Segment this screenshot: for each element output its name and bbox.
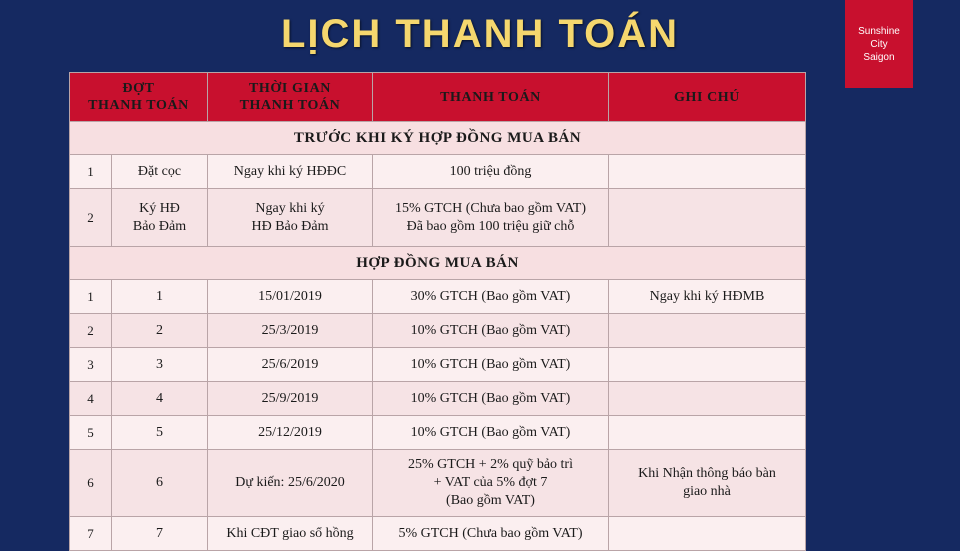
cell-thoi-gian: Dự kiến: 25/6/2020: [208, 450, 373, 517]
column-header-line: GHI CHÚ: [673, 89, 741, 105]
cell-dot: 4: [112, 382, 208, 416]
cell-thanh-toan: 10% GTCH (Bao gồm VAT): [373, 314, 609, 348]
section-header-row-1: [70, 122, 806, 155]
page-title: LỊCH THANH TOÁN: [280, 12, 680, 56]
cell-ghi-chu: [609, 155, 806, 189]
payment-schedule-table: [69, 72, 806, 551]
cell-ghi-chu: [609, 189, 806, 247]
logo-line-1: Sunshine: [858, 25, 900, 37]
cell-line: 100 triệu đồng: [449, 163, 532, 179]
table-row: [70, 382, 806, 416]
cell-thanh-toan: 10% GTCH (Bao gồm VAT): [373, 348, 609, 382]
cell-line: Khi Nhận thông báo bàn: [638, 466, 776, 481]
cell-thanh-toan: [373, 155, 609, 189]
cell-line: 25% GTCH + 2% quỹ bảo trì: [408, 457, 573, 472]
column-header-line: THỜI GIAN: [248, 81, 332, 96]
cell-line: (Bao gồm VAT): [446, 493, 535, 508]
cell-ghi-chu: [609, 314, 806, 348]
cell-dot: 1: [112, 280, 208, 314]
column-header-thoi-gian-thanh-toan: [208, 73, 373, 122]
cell-ghi-chu: [609, 517, 806, 551]
row-number: 1: [70, 155, 112, 189]
logo-line-2: City: [870, 38, 888, 50]
row-number: 5: [70, 416, 112, 450]
cell-dot: 2: [112, 314, 208, 348]
cell-thoi-gian: 25/12/2019: [208, 416, 373, 450]
cell-thanh-toan: 10% GTCH (Bao gồm VAT): [373, 382, 609, 416]
row-number: 2: [70, 189, 112, 247]
cell-thoi-gian: 25/3/2019: [208, 314, 373, 348]
table-header: [70, 73, 806, 122]
cell-thanh-toan: 30% GTCH (Bao gồm VAT): [373, 280, 609, 314]
cell-thoi-gian: 15/01/2019: [208, 280, 373, 314]
table-row: [70, 280, 806, 314]
cell-ghi-chu: Ngay khi ký HĐMB: [609, 280, 806, 314]
table-row: [70, 348, 806, 382]
cell-line: Ký HĐ: [139, 200, 180, 216]
table-header-row: [70, 73, 806, 122]
logo-sunshine-city-saigon: [845, 0, 913, 88]
cell-thoi-gian: 25/9/2019: [208, 382, 373, 416]
cell-ghi-chu: [609, 416, 806, 450]
column-header-line: THANH TOÁN: [440, 89, 541, 105]
payment-schedule-table-wrapper: [69, 72, 805, 551]
cell-ghi-chu: [609, 382, 806, 416]
cell-thanh-toan: 10% GTCH (Bao gồm VAT): [373, 416, 609, 450]
cell-thoi-gian: [208, 155, 373, 189]
table-row: [70, 155, 806, 189]
cell-thoi-gian: Khi CĐT giao sổ hồng: [208, 517, 373, 551]
table-row: [70, 416, 806, 450]
table-row: [70, 189, 806, 247]
cell-line: Đã bao gồm 100 triệu giữ chỗ: [406, 218, 575, 234]
column-header-ghi-chu: [609, 73, 806, 122]
cell-thanh-toan: [373, 450, 609, 517]
section-title-truoc-khi-ky-hdmb: TRƯỚC KHI KÝ HỢP ĐỒNG MUA BÁN: [70, 122, 806, 155]
cell-thoi-gian: [208, 189, 373, 247]
cell-line: 15% GTCH (Chưa bao gồm VAT): [394, 200, 586, 216]
logo-line-3: Saigon: [863, 51, 895, 63]
cell-line: Ngay khi ký: [255, 200, 325, 216]
cell-line: HĐ Bảo Đảm: [251, 218, 329, 234]
cell-line: Đặt cọc: [137, 163, 182, 179]
row-number: 1: [70, 280, 112, 314]
column-header-line: THANH TOÁN: [239, 98, 341, 113]
table-row: [70, 450, 806, 517]
cell-line: Ngay khi ký HĐĐC: [233, 163, 347, 179]
row-number: 4: [70, 382, 112, 416]
cell-dot: 6: [112, 450, 208, 517]
cell-thanh-toan: 5% GTCH (Chưa bao gồm VAT): [373, 517, 609, 551]
table-row: [70, 314, 806, 348]
column-header-line: THANH TOÁN: [88, 98, 189, 113]
section-title-hop-dong-mua-ban: HỢP ĐỒNG MUA BÁN: [70, 247, 806, 280]
cell-dot: [112, 155, 208, 189]
row-number: 7: [70, 517, 112, 551]
cell-dot: 3: [112, 348, 208, 382]
cell-ghi-chu: [609, 450, 806, 517]
cell-dot: 5: [112, 416, 208, 450]
column-header-line: ĐỢT: [122, 81, 155, 96]
cell-line: Bảo Đảm: [132, 218, 187, 234]
row-number: 6: [70, 450, 112, 517]
table-row: [70, 517, 806, 551]
section-header-row-2: [70, 247, 806, 280]
column-header-dot-thanh-toan: [70, 73, 208, 122]
cell-dot: 7: [112, 517, 208, 551]
cell-line: giao nhà: [683, 484, 731, 499]
column-header-thanh-toan: [373, 73, 609, 122]
row-number: 2: [70, 314, 112, 348]
cell-thanh-toan: [373, 189, 609, 247]
cell-thoi-gian: 25/6/2019: [208, 348, 373, 382]
cell-ghi-chu: [609, 348, 806, 382]
cell-line: + VAT của 5% đợt 7: [433, 475, 548, 490]
row-number: 3: [70, 348, 112, 382]
table-body: [70, 122, 806, 551]
cell-dot: [112, 189, 208, 247]
